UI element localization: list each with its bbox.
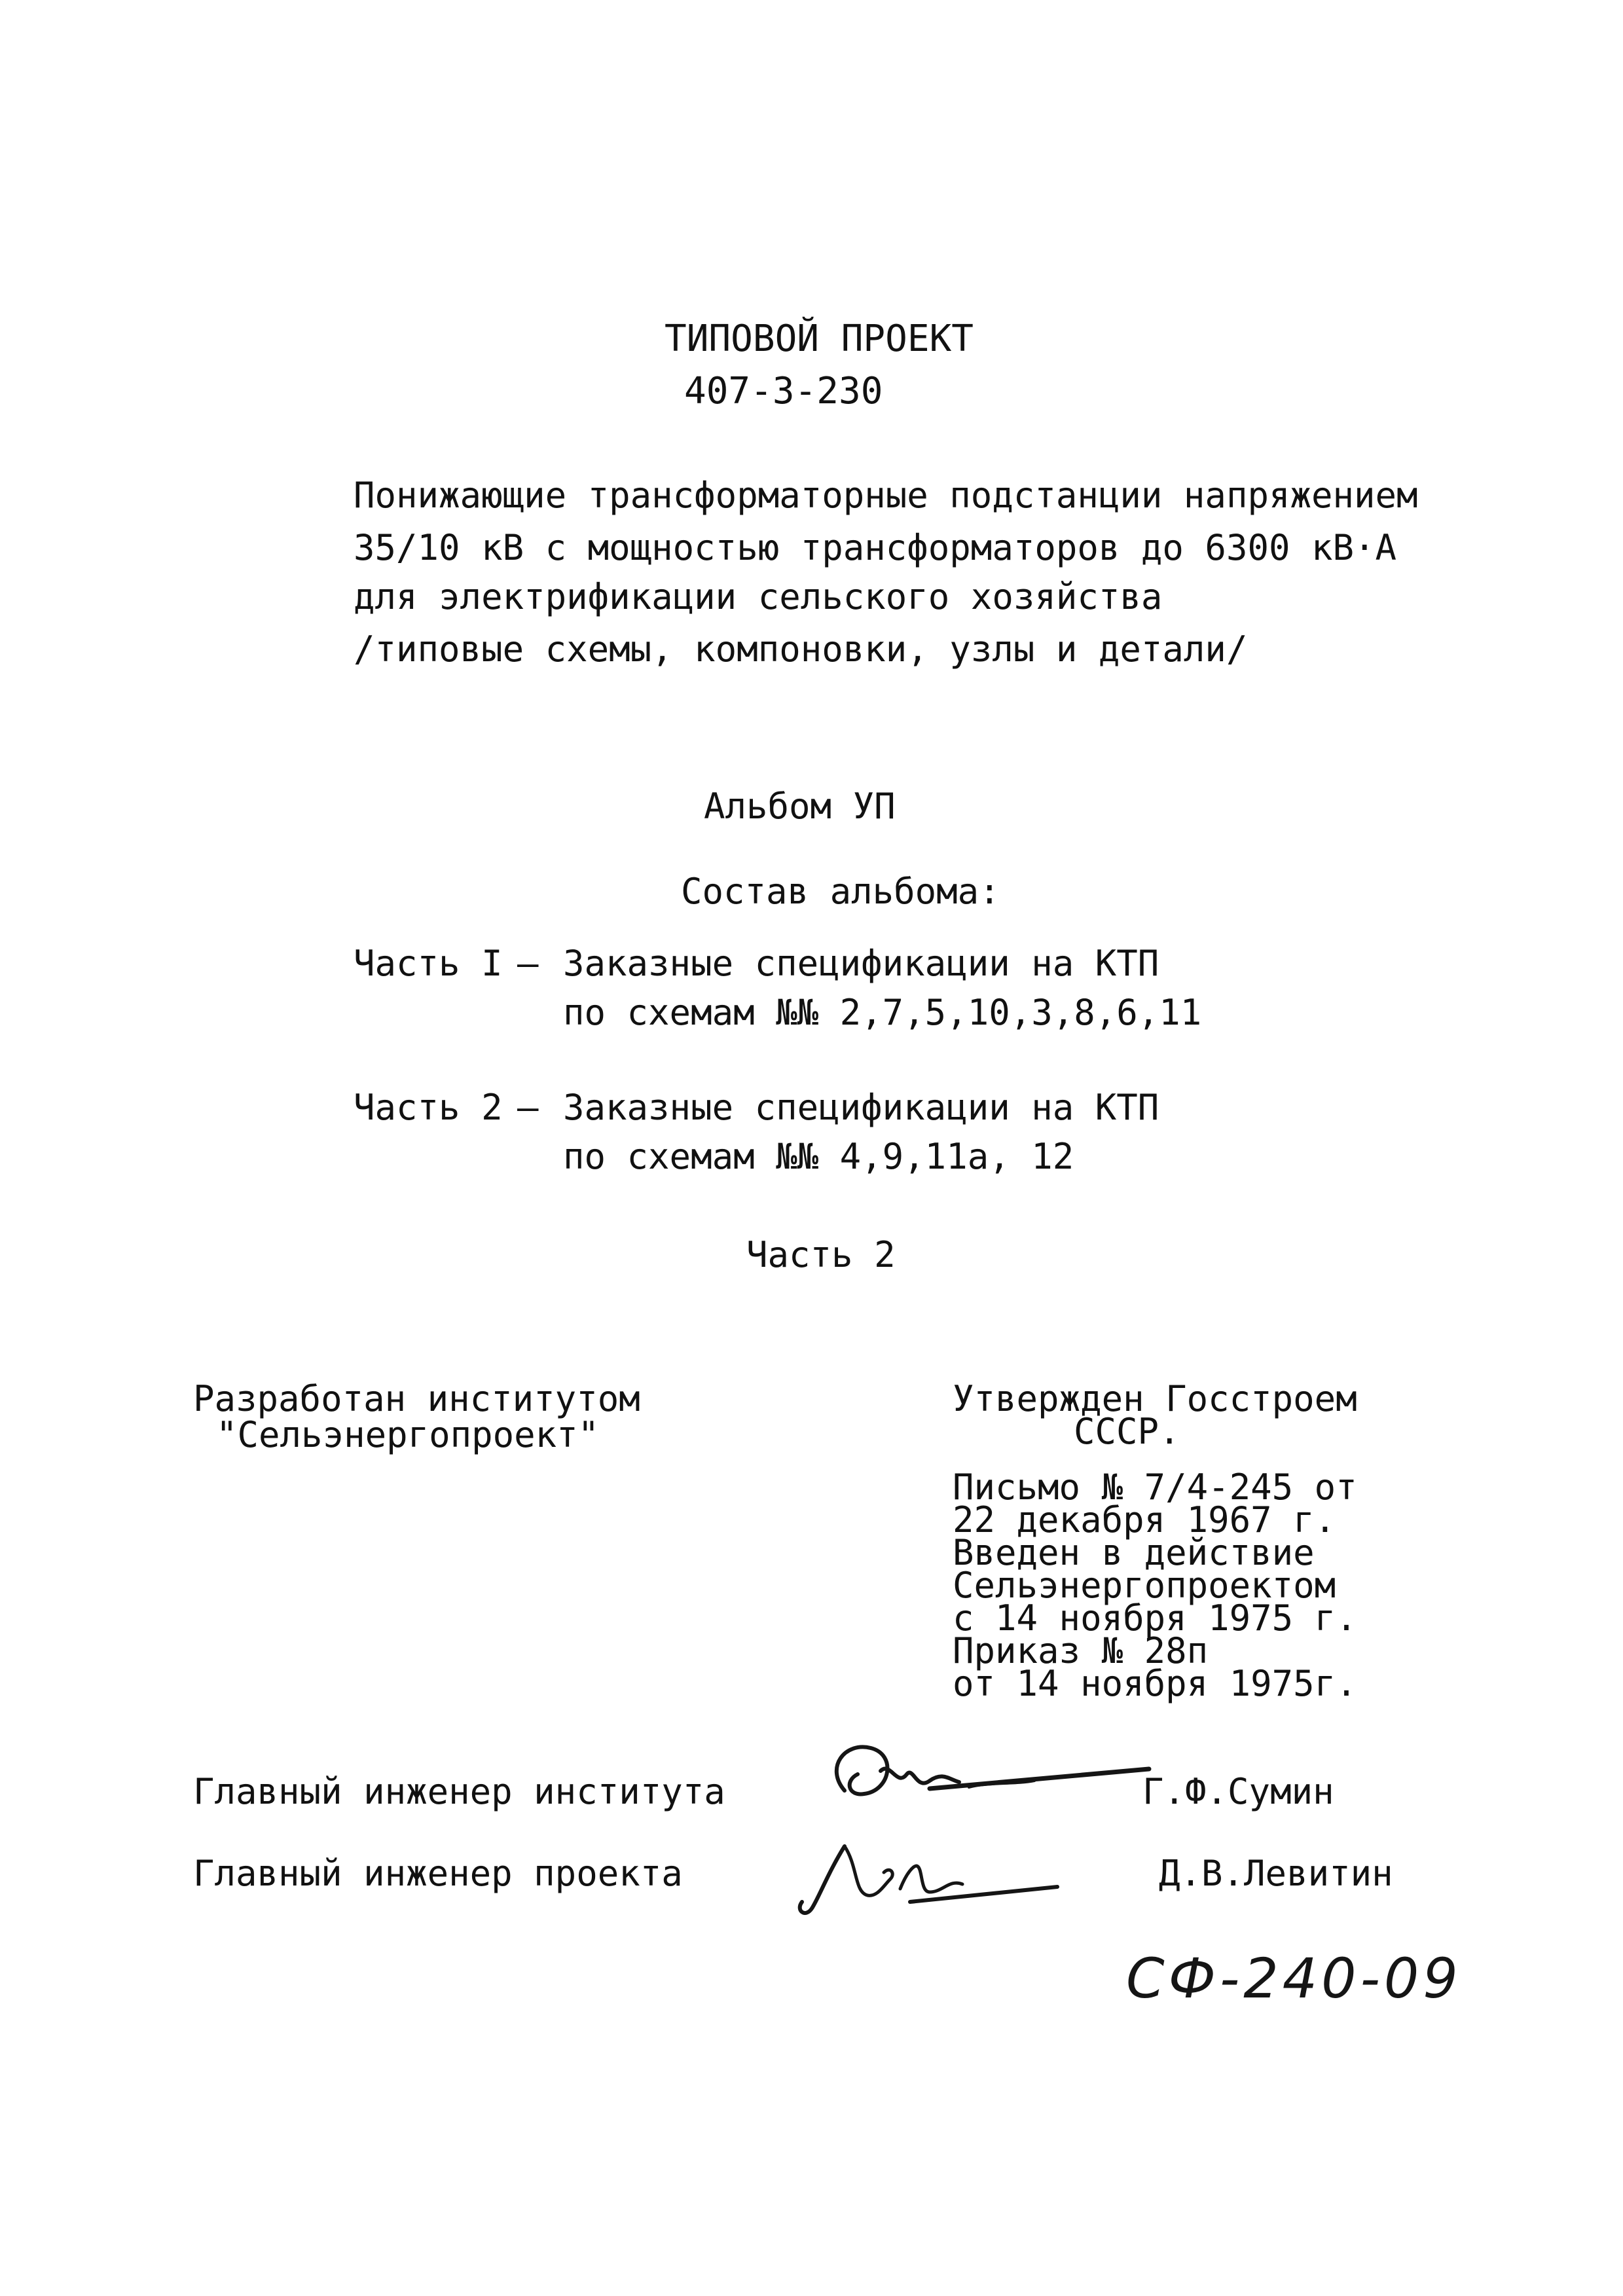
developer-line-2: "Сельэнергопроект" [216, 1414, 600, 1455]
signature-name-chief-engineer-institute: Г.Ф.Сумин [1142, 1771, 1334, 1812]
approval-detail-line: с 14 ноября 1975 г. [953, 1597, 1357, 1639]
project-number: 407-3-230 [684, 370, 883, 412]
signature-role-chief-engineer-institute: Главный инженер института [193, 1771, 725, 1812]
title-line-2: 35/10 кВ с мощностью трансформаторов до 6300 кВ·А [354, 527, 1397, 568]
approval-detail-line: Введен в действие [953, 1532, 1315, 1573]
title-line-1: Понижающие трансформаторные подстанции напряжением [354, 475, 1418, 516]
approval-detail-line: Письмо № 7/4-245 от [953, 1467, 1357, 1508]
album-contents-heading: Состав альбома: [681, 871, 1000, 912]
signature-levitin [792, 1827, 1067, 1925]
signature-sumin [818, 1728, 1159, 1827]
part-2-label: Часть 2 [354, 1087, 503, 1128]
document-type-label: ТИПОВОЙ ПРОЕКТ [665, 318, 974, 360]
approval-line-1: Утвержден Госстроем [953, 1378, 1357, 1419]
approval-line-2: СССР. [1074, 1411, 1180, 1452]
part-1-label: Часть I [354, 943, 503, 984]
signature-role-chief-engineer-project: Главный инженер проекта [193, 1853, 683, 1894]
part-2-line-1: Заказные спецификации на КТП [563, 1087, 1159, 1128]
part-1-line-1: Заказные спецификации на КТП [563, 943, 1159, 984]
current-part-label: Часть 2 [746, 1234, 896, 1275]
developer-line-1: Разработан институтом [193, 1378, 640, 1419]
signature-name-chief-engineer-project: Д.В.Левитин [1159, 1853, 1393, 1894]
approval-detail-line: Сельэнергопроектом [953, 1565, 1336, 1606]
part-1-dash: – [517, 943, 539, 984]
part-2-dash: – [517, 1087, 539, 1128]
handwritten-code: СФ-240-09 [1126, 1946, 1462, 2011]
approval-detail-line: от 14 ноября 1975г. [953, 1663, 1357, 1704]
part-1-line-2: по схемам №№ 2,7,5,10,3,8,6,11 [563, 992, 1202, 1033]
title-line-4: /типовые схемы, компоновки, узлы и детали/ [354, 629, 1248, 670]
approval-detail-line: 22 декабря 1967 г. [953, 1499, 1336, 1540]
title-line-3: для электрификации сельского хозяйства [354, 576, 1163, 617]
album-label: Альбом УП [704, 786, 896, 827]
part-2-line-2: по схемам №№ 4,9,11а, 12 [563, 1136, 1074, 1177]
approval-detail-line: Приказ № 28п [953, 1630, 1209, 1671]
